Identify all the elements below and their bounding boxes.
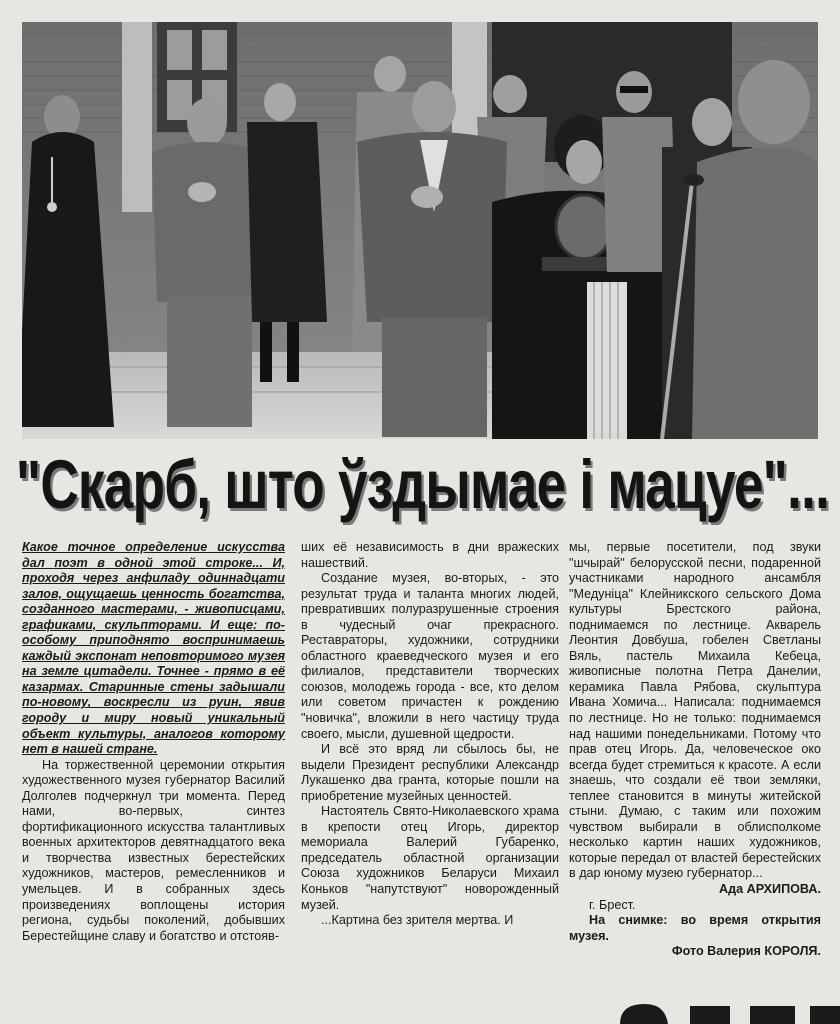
body-paragraph: Настоятель Свято-Николаевского храма в крепости отец Игорь, директор мемориала Валерий Губаренко, председатель областной организации Союза художников Беларуси Михаил Коньков "напутствуют" новорожденный музей. xyxy=(301,804,559,912)
column-3 xyxy=(569,540,821,960)
body-paragraph: ших её независимость в дни вражеских нашествий. xyxy=(301,540,559,570)
body-paragraph: На торжественной церемонии открытия художественного музея губернатор Василий Долголев подчеркнул три момента. Перед нами, во-первых, синтез фортификационного искусства талантливых военных архитекторов девятнадцатого века и творчества известных берестейских художников, мастеров, ремесленников и умельцев. И в собранных здесь произведениях воплощены история региона, судьбы поколений, добывших Берестейщине славу и богатство и отстояв- xyxy=(22,757,285,943)
lead-paragraph: Какое точное определение искусства дал поэт в одной этой строке... И, проходя через анфиладу одиннадцати залов, ощущаешь ценность богатства, созданного мастерами, - живописцами, графиками, скульпторами. И еще: по-особому приподнято воспринимаешь каждый экспонат неповторимого музея на земле цитадели. Точнее - прямо в её казармах. Старинные стены задышали по-новому, воскресли из руин, явив городу и миру новый уникальный объект культуры, аналогов которому нет в нашей стране. xyxy=(22,540,285,757)
next-headline-fragment xyxy=(600,996,840,1024)
caption-text: во время открытия музея. xyxy=(569,913,821,943)
body-paragraph: мы, первые посетители, под звуки "шчырай" белорусской песни, подаренной участниками народного ансамбля "Медуніца" Клейникского сельского Дома культуры Брестского района, поднимаемся по лестнице. Акварель Леонтия Довбуша, гобелен Светланы Вяль, пастель Михаила Кебеца, живописные полотна Петра Данелии, керамика Павла Рябова, скульптура Ивана Хомича... Написала: поднимаемся по лестнице. Но не только: поднимаемся над нашими понедельниками. Потому что прав отец Игорь. Да, человеческое око всегда будет стремиться к красоте. А если знаешь, что создали её твои земляки, теплее становится в минуты житейской стыни. Думаю, с таким или похожим чувством выбирали в облисполкоме несколько картин наших художников, которые передал от властей берестейских в дар юному музею губернатор... xyxy=(569,540,821,881)
column-2 xyxy=(301,540,559,929)
photo-caption xyxy=(569,913,821,944)
column-1 xyxy=(22,540,285,944)
body-paragraph: Создание музея, во-вторых, - это результат труда и таланта многих людей, превративших полуразрушенные строения в чудесный очаг прекрасного. Реставраторы, художники, сотрудники областного краеведческого музея и его филиалов, представители творческих союзов, молодежь города - все, кто делом или советом причастен к рождению "новичка", вложили в него частицу труда своего, мысли, душевной щедрости. xyxy=(301,571,559,741)
dateline-city: г. Брест. xyxy=(589,897,636,912)
caption-label: На снимке: xyxy=(589,913,668,928)
photo-credit: Фото Валерия КОРОЛЯ. xyxy=(671,944,821,959)
body-paragraph: И всё это вряд ли сбылось бы, не выдели Президент республики Александр Лукашенко два гранта, которые пошли на приобретение музейных ценностей. xyxy=(301,742,559,803)
author-signature: Ада АРХИПОВА. xyxy=(719,882,821,897)
headline: "Скарб, што ўздымае і мацуе"... xyxy=(15,445,830,523)
news-photo xyxy=(22,22,818,439)
body-paragraph: ...Картина без зрителя мертва. И xyxy=(321,913,514,928)
